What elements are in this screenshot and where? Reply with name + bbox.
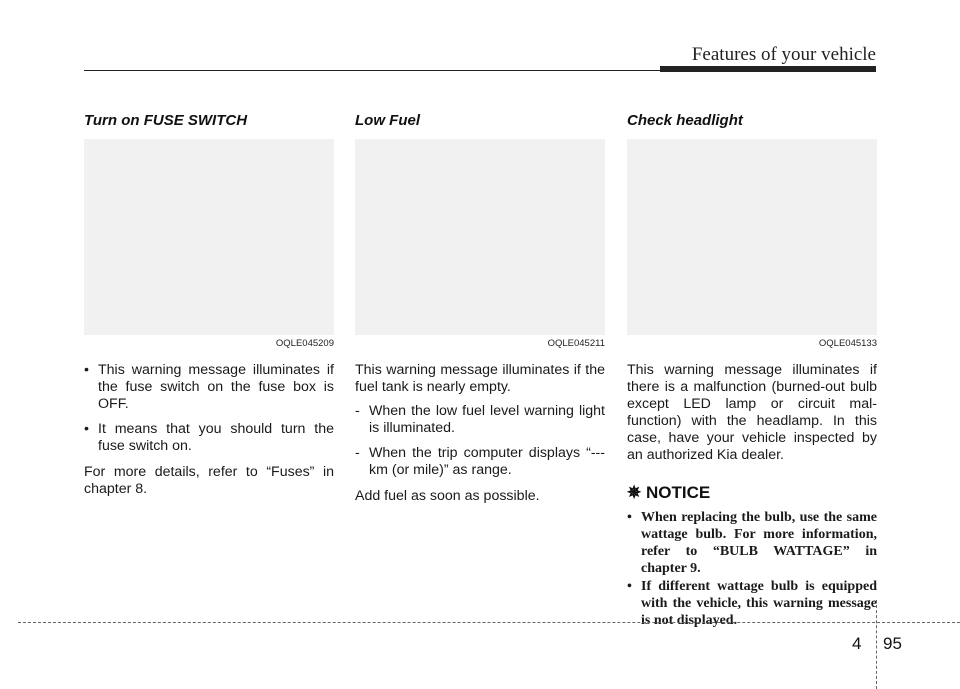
section-title: Check headlight — [627, 112, 743, 129]
footer-rule — [18, 622, 960, 623]
list-item: • This warning message illuminates if the fuse switch on the fuse box is OFF. — [84, 362, 334, 412]
paragraph: This warning message illuminates if the fuel tank is nearly empty. — [355, 362, 605, 395]
dash-list — [355, 403, 605, 479]
running-header: Features of your vehicle — [691, 44, 876, 65]
warning-display-image — [627, 139, 877, 335]
list-item: - When the low fuel level warning light is illuminated. — [355, 403, 605, 436]
bullet-icon: • — [627, 579, 632, 594]
column-check-headlight — [627, 112, 877, 630]
dash-icon: - — [355, 445, 360, 461]
list-item: - When the trip computer displays “--- km (or mile)” as range. — [355, 445, 605, 478]
bullet-icon: • — [627, 510, 632, 525]
paragraph: For more details, refer to “Fuses” in chapter 8. — [84, 464, 334, 497]
notice-title: NOTICE — [645, 483, 711, 502]
header-rule-thick — [660, 66, 876, 72]
notice-heading — [627, 483, 877, 503]
bullet-icon: • — [84, 362, 89, 378]
column-low-fuel — [355, 112, 605, 512]
section-title: Turn on FUSE SWITCH — [84, 112, 248, 129]
list-item: • When replacing the bulb, use the same wattage bulb. For more information, refer to “BULB WATTAGE” in chapter 9. — [627, 510, 877, 576]
section-title: Low Fuel — [355, 112, 420, 129]
warning-display-image — [84, 139, 334, 335]
notice-list — [627, 509, 877, 629]
image-code: OQLE045209 — [275, 338, 334, 349]
page-number: 95 — [883, 634, 902, 653]
image-code: OQLE045133 — [818, 338, 877, 349]
paragraph: Add fuel as soon as possible. — [355, 488, 540, 504]
notice-star-icon: ✵ — [627, 483, 642, 502]
chapter-number: 4 — [852, 634, 862, 653]
bullet-icon: • — [84, 421, 89, 437]
header-rule-thin — [84, 70, 661, 71]
list-item: • It means that you should turn the fuse switch on. — [84, 421, 334, 454]
column-fuse-switch — [84, 112, 334, 505]
list-item: • If different wattage bulb is equipped with the vehicle, this warning message is not displayed. — [627, 579, 877, 628]
footer-divider — [876, 600, 877, 689]
dash-icon: - — [355, 403, 360, 419]
image-code: OQLE045211 — [547, 338, 605, 349]
bullet-list — [84, 362, 334, 455]
paragraph: This warning message illuminates if there is a malfunction (burned-out bulb except LED lamp or circuit mal-function) with the headlamp. In this case, have your vehicle inspected by an authorized Kia dealer. — [627, 362, 877, 463]
warning-display-image — [355, 139, 605, 335]
